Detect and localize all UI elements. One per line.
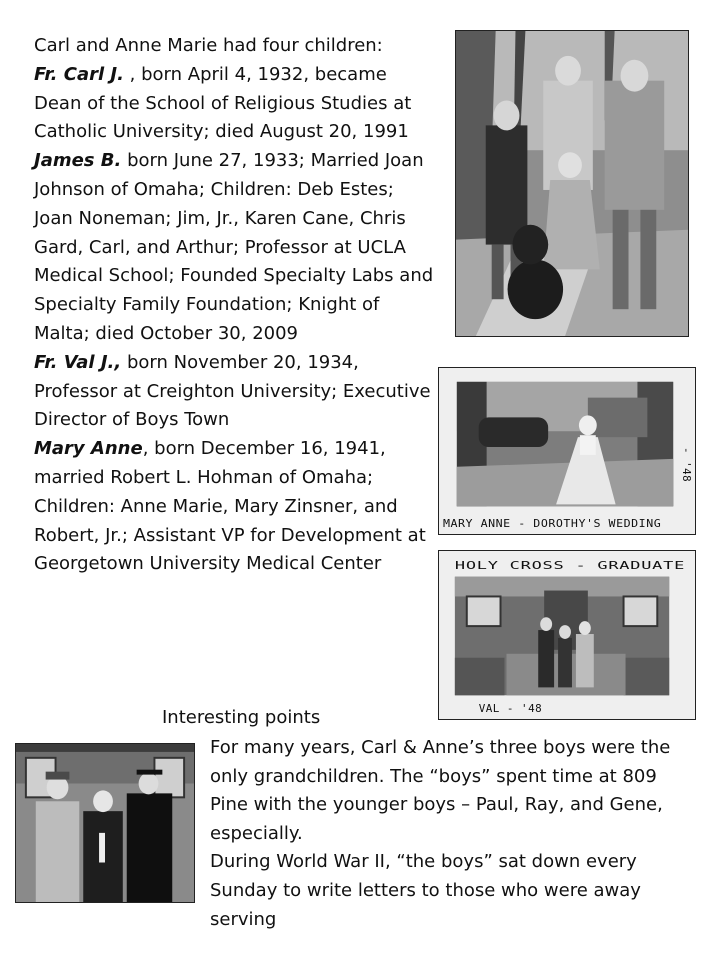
interesting-points [210, 734, 690, 934]
intro-line: Carl and Anne Marie had four children: [34, 35, 383, 56]
child-name: Fr. Val J., [34, 351, 122, 373]
child-name: Fr. Carl J. [34, 63, 124, 85]
child-name: Mary Anne [34, 438, 143, 460]
photo-mary-anne-wedding [438, 367, 696, 535]
child-entry-carl [34, 61, 434, 147]
interesting-point: For many years, Carl & Anne’s three boys were the only grandchildren. The “boys” spent time at 809 Pine with the younger boys – Paul, Ray, and Gene, especially. [210, 737, 671, 844]
children-biography [34, 32, 434, 579]
child-details: born November 20, 1934, Professor at Creighton University; Executive Director of Boys Town [34, 351, 431, 431]
wedding-caption: MARY ANNE - DOROTHY'S WEDDING [442, 517, 662, 531]
child-details: , born December 16, 1941, married Robert L. Hohman of Omaha; Children: Anne Marie, Mary Zinsner, and Robert, Jr.; Assistant VP for Development at Georgetown University Medical Center [34, 438, 426, 575]
child-entry-mary-anne [34, 435, 434, 579]
interesting-points-title: Interesting points [162, 707, 321, 728]
child-name: James B. [34, 150, 122, 172]
child-details: born June 27, 1933; Married Joan Johnson of Omaha; Children: Deb Estes; Joan Noneman; Jim, Jr., Karen Cane, Chris Gard, Carl, and Arthur; Professor at UCLA Medical School; Founded Specialty Labs and Specialty Family Foundation; Knight of Malta; died October 30, 2009 [34, 150, 434, 344]
graduate-sub: VAL - '48 [478, 702, 543, 716]
graduate-caption: HOLY CROSS - GRADUATE [454, 558, 686, 572]
wedding-year: - '48 [680, 447, 694, 483]
photo-four-children [455, 30, 689, 337]
child-entry-james [34, 147, 434, 349]
child-details: , born April 4, 1932, became Dean of the School of Religious Studies at Catholic University; died August 20, 1991 [34, 63, 412, 143]
child-entry-val [34, 349, 434, 435]
photo-graduation-group [15, 743, 195, 903]
photo-holy-cross-graduate [438, 550, 696, 720]
interesting-point: During World War II, “the boys” sat down every Sunday to write letters to those who were away serving [210, 851, 641, 930]
